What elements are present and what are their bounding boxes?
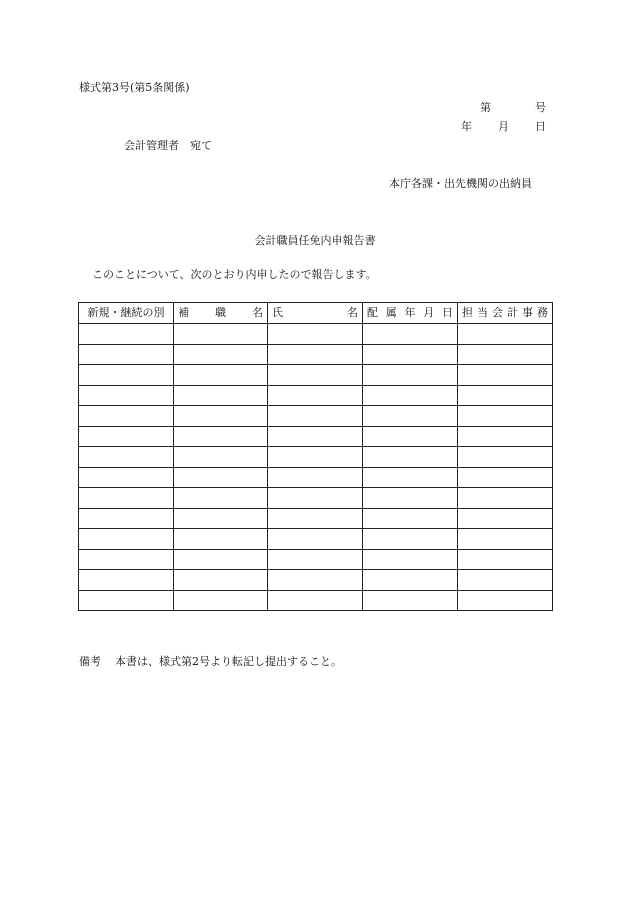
form-number: 様式第3号(第5条関係) (79, 81, 190, 94)
table-row (79, 406, 553, 427)
report-title: 会計職員任免内申報告書 (254, 234, 376, 247)
table-body (79, 324, 553, 611)
remarks (79, 655, 342, 669)
table-cell-assign_date (363, 426, 458, 447)
column-header-char: 氏 (272, 306, 283, 319)
table-row (79, 590, 553, 611)
table-cell-position (174, 549, 268, 570)
column-header-char: 補 (178, 306, 189, 319)
column-header-char: 担 (462, 306, 473, 319)
table-cell-category (79, 529, 174, 550)
table-row (79, 488, 553, 509)
date-month: 月 (498, 120, 509, 133)
table-cell-duties (458, 529, 553, 550)
column-header-char: 当 (477, 306, 488, 319)
table-cell-duties (458, 447, 553, 468)
column-header-char: 計 (507, 306, 518, 319)
remarks-text: 本書は、様式第2号より転記し提出すること。 (115, 655, 342, 668)
table-cell-category (79, 324, 174, 345)
table-cell-assign_date (363, 467, 458, 488)
table-cell-assign_date (363, 549, 458, 570)
table-cell-position (174, 447, 268, 468)
table-cell-duties (458, 508, 553, 529)
table-cell-name (268, 549, 363, 570)
table-cell-duties (458, 467, 553, 488)
table-cell-name (268, 447, 363, 468)
table-cell-duties (458, 365, 553, 386)
table-cell-duties (458, 590, 553, 611)
table-cell-position (174, 508, 268, 529)
column-header-char: 属 (385, 306, 397, 319)
addressee: 会計管理者 宛て (124, 139, 212, 152)
column-header-char: 配 (367, 306, 378, 319)
table-row (79, 447, 553, 468)
table-cell-assign_date (363, 590, 458, 611)
table-cell-category (79, 549, 174, 570)
table-row (79, 426, 553, 447)
column-header-char: 年 (404, 306, 416, 319)
table-cell-duties (458, 344, 553, 365)
table-cell-assign_date (363, 447, 458, 468)
table-row (79, 467, 553, 488)
table-cell-position (174, 406, 268, 427)
table-cell-name (268, 406, 363, 427)
table-cell-position (174, 344, 268, 365)
table-cell-duties (458, 324, 553, 345)
table-row (79, 344, 553, 365)
table-cell-category (79, 365, 174, 386)
table-header-row (79, 303, 553, 324)
table-row (79, 385, 553, 406)
column-header-name (268, 303, 363, 324)
table-cell-category (79, 590, 174, 611)
column-header-category (79, 303, 174, 324)
table-cell-assign_date (363, 406, 458, 427)
table-cell-name (268, 590, 363, 611)
table-cell-position (174, 385, 268, 406)
table-cell-duties (458, 570, 553, 591)
table-cell-position (174, 529, 268, 550)
document-number-line (480, 101, 546, 115)
table-cell-category (79, 570, 174, 591)
date-day: 日 (535, 120, 546, 133)
table-cell-duties (458, 406, 553, 427)
sender: 本庁各課・出先機関の出納員 (389, 177, 532, 190)
table-cell-position (174, 570, 268, 591)
table-cell-category (79, 488, 174, 509)
table-row (79, 570, 553, 591)
table-cell-name (268, 529, 363, 550)
table-cell-assign_date (363, 365, 458, 386)
table-cell-position (174, 590, 268, 611)
table-row (79, 365, 553, 386)
column-header-char: 務 (537, 306, 548, 319)
table-cell-name (268, 385, 363, 406)
column-header-char: 名 (252, 306, 263, 319)
column-header-position (174, 303, 268, 324)
table-cell-duties (458, 549, 553, 570)
column-header-char: 事 (522, 306, 533, 319)
remarks-label: 備考 (79, 655, 101, 668)
table-cell-category (79, 406, 174, 427)
table-cell-position (174, 324, 268, 345)
date-year: 年 (461, 120, 472, 133)
table-row (79, 508, 553, 529)
table-row (79, 324, 553, 345)
table-cell-position (174, 488, 268, 509)
intro-text: このことについて、次のとおり内申したので報告します。 (92, 268, 377, 281)
table-cell-assign_date (363, 488, 458, 509)
table-cell-category (79, 508, 174, 529)
table-cell-position (174, 426, 268, 447)
table-cell-name (268, 365, 363, 386)
column-header-char: 日 (442, 306, 453, 319)
table-cell-name (268, 570, 363, 591)
table-cell-duties (458, 385, 553, 406)
table-cell-assign_date (363, 324, 458, 345)
report-table (78, 302, 553, 611)
table-cell-assign_date (363, 529, 458, 550)
column-header-duties (458, 303, 553, 324)
table-cell-category (79, 426, 174, 447)
table-cell-name (268, 467, 363, 488)
date-line (461, 120, 546, 134)
table-cell-name (268, 324, 363, 345)
table-cell-assign_date (363, 385, 458, 406)
column-header-char: 職 (215, 306, 226, 319)
column-header-assign_date (363, 303, 458, 324)
table-cell-name (268, 426, 363, 447)
table-cell-category (79, 344, 174, 365)
doc-number-prefix: 第 (480, 101, 491, 114)
table-cell-duties (458, 426, 553, 447)
table-cell-duties (458, 488, 553, 509)
column-header-char: 名 (347, 306, 358, 319)
table-cell-name (268, 508, 363, 529)
column-header-char: 会 (492, 306, 503, 319)
table-row (79, 549, 553, 570)
table-cell-assign_date (363, 570, 458, 591)
table-cell-assign_date (363, 508, 458, 529)
table-row (79, 529, 553, 550)
table-cell-assign_date (363, 344, 458, 365)
table-cell-name (268, 488, 363, 509)
doc-number-suffix: 号 (535, 101, 546, 114)
column-header-char: 新規・継続の別 (87, 306, 165, 319)
table-cell-position (174, 365, 268, 386)
column-header-char: 月 (423, 306, 435, 319)
table-cell-category (79, 447, 174, 468)
table-cell-category (79, 385, 174, 406)
table-cell-category (79, 467, 174, 488)
table-cell-name (268, 344, 363, 365)
table-cell-position (174, 467, 268, 488)
